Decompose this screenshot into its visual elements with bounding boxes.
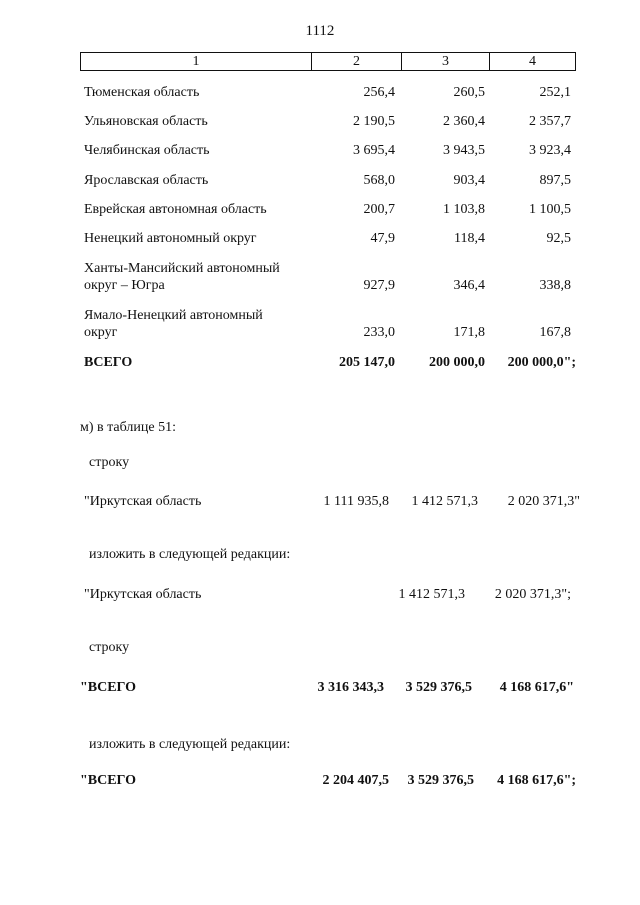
total-label: "ВСЕГО xyxy=(80,680,137,695)
row-name: "Иркутская область xyxy=(84,587,202,602)
row-value-3: 1 103,8 xyxy=(443,202,485,217)
total-value-4: 200 000,0"; xyxy=(507,355,576,370)
row-name: "Иркутская область xyxy=(84,494,202,509)
table-header xyxy=(80,52,576,71)
row-value-4: 1 100,5 xyxy=(529,202,571,217)
row-value-2: 927,9 xyxy=(363,278,395,293)
header-col-4: 4 xyxy=(529,54,536,69)
page-number: 1112 xyxy=(305,23,335,39)
row-name-line1: Ямало-Ненецкий автономный xyxy=(84,308,263,323)
total-value-3: 3 529 376,5 xyxy=(405,680,472,695)
row-value-4: 167,8 xyxy=(539,325,571,340)
row-value-3: 2 360,4 xyxy=(443,114,485,129)
row-name: Тюменская область xyxy=(84,85,200,100)
row-value-2: 256,4 xyxy=(363,85,395,100)
row-value-4: 897,5 xyxy=(539,173,571,188)
instruction-text: строку xyxy=(89,455,130,470)
total-label: ВСЕГО xyxy=(84,355,133,370)
row-value-4: 2 020 371,3" xyxy=(507,494,580,509)
row-value-4: 92,5 xyxy=(546,231,571,246)
total-value-4: 4 168 617,6" xyxy=(499,680,574,695)
row-value-3: 903,4 xyxy=(453,173,485,188)
row-value-3: 171,8 xyxy=(453,325,485,340)
row-value-2: 200,7 xyxy=(363,202,395,217)
row-name-line1: Ханты-Мансийский автономный xyxy=(84,261,280,276)
total-value-3: 3 529 376,5 xyxy=(407,773,474,788)
row-name-line2: округ – Югра xyxy=(84,278,165,293)
row-value-2: 3 695,4 xyxy=(353,143,395,158)
row-value-3: 3 943,5 xyxy=(443,143,485,158)
instruction-text: изложить в следующей редакции: xyxy=(89,737,291,752)
row-name: Ульяновская область xyxy=(84,114,208,129)
row-value-4: 3 923,4 xyxy=(529,143,571,158)
row-value-2: 2 190,5 xyxy=(353,114,395,129)
instruction-text: изложить в следующей редакции: xyxy=(89,547,291,562)
section-heading: м) в таблице 51: xyxy=(80,420,176,435)
row-value-4: 2 357,7 xyxy=(529,114,571,129)
header-col-1: 1 xyxy=(192,54,200,69)
row-name: Ярославская область xyxy=(84,173,209,188)
row-value-4: 338,8 xyxy=(539,278,571,293)
header-col-2: 2 xyxy=(353,54,360,69)
instruction-text: строку xyxy=(89,640,130,655)
row-value-2: 47,9 xyxy=(370,231,395,246)
row-value-3: 1 412 571,3 xyxy=(398,587,465,602)
row-value-4: 252,1 xyxy=(539,85,571,100)
row-value-2: 1 111 935,8 xyxy=(323,494,389,509)
row-value-3: 118,4 xyxy=(454,231,485,246)
total-value-4: 4 168 617,6"; xyxy=(497,773,576,788)
total-value-2: 2 204 407,5 xyxy=(322,773,389,788)
row-name: Еврейская автономная область xyxy=(84,202,267,217)
row-value-2: 568,0 xyxy=(363,173,395,188)
total-value-3: 200 000,0 xyxy=(429,355,485,370)
row-value-2: 233,0 xyxy=(363,325,395,340)
row-name: Ненецкий автономный округ xyxy=(84,231,257,246)
total-label: "ВСЕГО xyxy=(80,773,137,788)
header-col-3: 3 xyxy=(442,54,449,69)
total-value-2: 205 147,0 xyxy=(339,355,395,370)
row-value-3: 1 412 571,3 xyxy=(411,494,478,509)
row-value-3: 260,5 xyxy=(453,85,485,100)
row-name: Челябинская область xyxy=(84,143,210,158)
row-value-4: 2 020 371,3"; xyxy=(494,587,571,602)
row-name-line2: округ xyxy=(84,325,118,340)
row-value-3: 346,4 xyxy=(453,278,485,293)
total-value-2: 3 316 343,3 xyxy=(317,680,384,695)
